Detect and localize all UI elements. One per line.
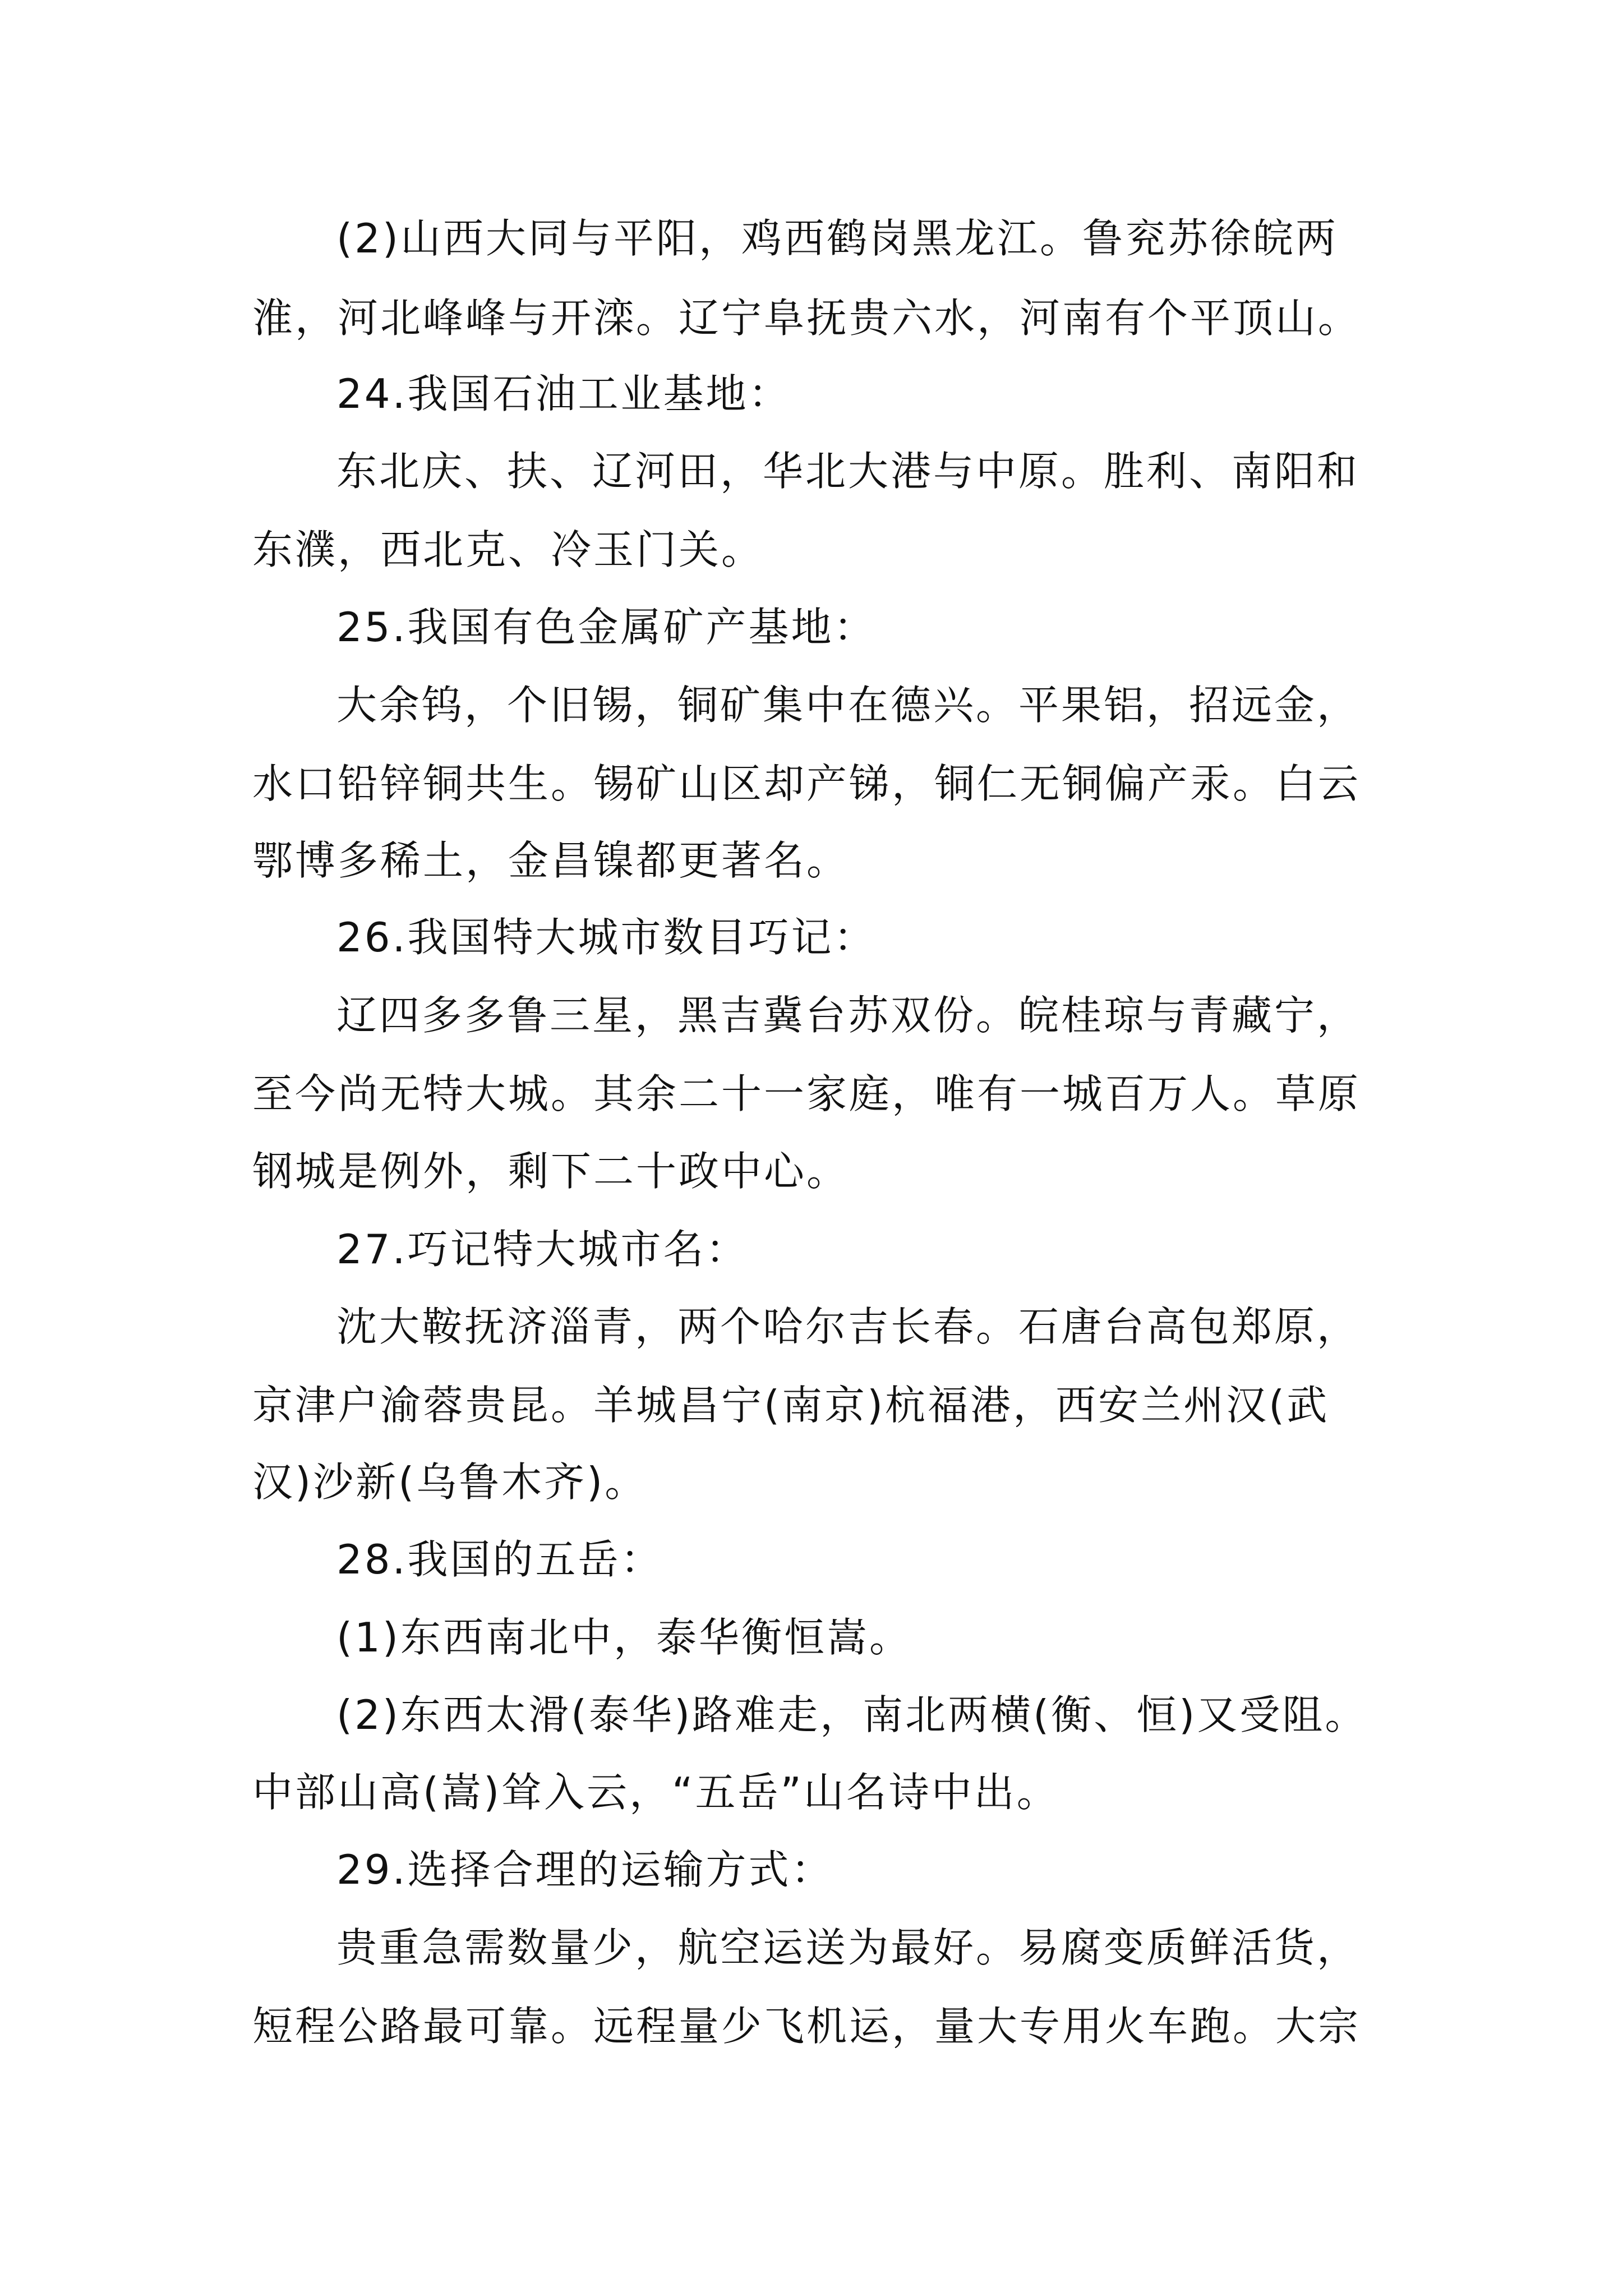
text-line: 水口铅锌铜共生。锡矿山区却产锑，铜仁无铜偏产汞。白云 xyxy=(252,760,1361,807)
text-line: (2)东西太滑(泰华)路难走，南北两横(衡、恒)又受阻。 xyxy=(336,1691,1368,1738)
text-line: 大余钨，个旧锡，铜矿集中在德兴。平果铝，招远金， xyxy=(336,682,1360,729)
text-line: 东濮，西北克、冷玉门关。 xyxy=(252,526,764,573)
section-heading: 27.巧记特大城市名： xyxy=(336,1226,749,1273)
text-line: 中部山高(嵩)耸入云，“五岳”山名诗中出。 xyxy=(252,1769,1059,1816)
section-heading: 25.我国有色金属矿产基地： xyxy=(336,604,877,651)
section-heading: 29.选择合理的运输方式： xyxy=(336,1846,834,1893)
text-line: (1)东西南北中，泰华衡恒嵩。 xyxy=(336,1614,912,1661)
text-line: 辽四多多鲁三星，黑吉冀台苏双份。皖桂琼与青藏宁， xyxy=(336,992,1360,1039)
text-line: 鄂博多稀土，金昌镍都更著名。 xyxy=(252,837,850,884)
text-line: 东北庆、扶、辽河田，华北大港与中原。胜利、南阳和 xyxy=(336,448,1360,495)
section-heading: 24.我国石油工业基地： xyxy=(336,370,791,417)
text-line: 钢城是例外，剩下二十政中心。 xyxy=(252,1148,850,1195)
text-line: 淮，河北峰峰与开滦。辽宁阜抚贵六水，河南有个平顶山。 xyxy=(252,295,1361,342)
text-line: 至今尚无特大城。其余二十一家庭，唯有一城百万人。草原 xyxy=(252,1070,1361,1117)
text-line: 短程公路最可靠。远程量少飞机运，量大专用火车跑。大宗 xyxy=(252,2003,1361,2050)
text-line: (2)山西大同与平阳，鸡西鹤岗黑龙江。鲁兖苏徐皖两 xyxy=(336,215,1338,262)
section-heading: 26.我国特大城市数目巧记： xyxy=(336,914,877,961)
text-line: 京津户渝蓉贵昆。羊城昌宁(南京)杭福港，西安兰州汉(武 xyxy=(252,1382,1330,1429)
text-line: 贵重急需数量少，航空运送为最好。易腐变质鲜活货， xyxy=(336,1924,1360,1971)
section-heading: 28.我国的五岳： xyxy=(336,1536,663,1583)
text-line: 汉)沙新(乌鲁木齐)。 xyxy=(252,1458,648,1506)
text-line: 沈大鞍抚济淄青，两个哈尔吉长春。石唐台高包郑原， xyxy=(336,1303,1360,1350)
